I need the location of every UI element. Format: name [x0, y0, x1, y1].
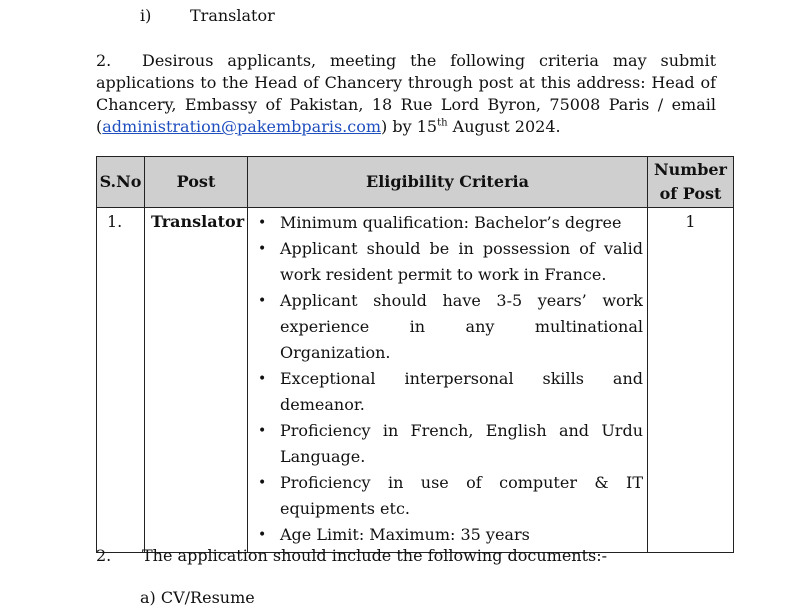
paragraph-number: 2.	[96, 51, 112, 70]
list-item-text: Translator	[190, 6, 275, 25]
header-number-of-post	[648, 157, 734, 208]
date-suffix: th	[437, 117, 448, 129]
cell-number-of-post: 1	[648, 208, 734, 553]
sub-item-cv: a) CV/Resume	[140, 588, 255, 607]
table-row	[97, 208, 734, 553]
header-sno: S.No	[97, 157, 145, 208]
header-number-line2: of Post	[659, 184, 722, 203]
criteria-text: Applicant should be in possession of valid work resident permit to work in France.	[280, 239, 643, 284]
criteria-item	[248, 418, 643, 470]
cell-criteria	[248, 208, 648, 553]
criteria-item	[248, 522, 643, 548]
application-paragraph	[96, 50, 716, 138]
email-link[interactable]: administration@pakembparis.com	[102, 117, 382, 136]
criteria-text: Applicant should have 3-5 years’ work experience in any multinational Organization.	[280, 291, 643, 362]
criteria-item	[248, 236, 643, 288]
criteria-list	[248, 210, 643, 548]
table-header-row	[97, 157, 734, 208]
documents-paragraph	[96, 546, 607, 565]
eligibility-table	[96, 156, 734, 553]
criteria-item	[248, 288, 643, 366]
criteria-text: Age Limit: Maximum: 35 years	[280, 525, 530, 544]
bullet-icon: •	[258, 475, 267, 491]
header-number-line1: Number	[654, 160, 727, 179]
bullet-icon: •	[258, 241, 267, 257]
deadline-end: August 2024.	[447, 117, 561, 136]
list-marker: i)	[140, 6, 152, 25]
deadline-text: ) by 15	[381, 117, 438, 136]
bullet-icon: •	[258, 215, 267, 231]
criteria-text: Exceptional interpersonal skills and demeanor.	[280, 369, 643, 414]
bullet-icon: •	[258, 527, 267, 543]
paragraph-text: Desirous applicants, meeting the following criteria may submit applications to the Head of Chancery through post at this address: Head of Chancery, Embassy of Pakistan, 18 Rue Lord Byron, 75008 Paris / email (	[96, 51, 716, 136]
criteria-text: Minimum qualification: Bachelor’s degree	[280, 213, 622, 232]
cell-sno: 1.	[97, 208, 145, 553]
paragraph-text: The application should include the following documents:-	[142, 546, 608, 565]
criteria-item	[248, 366, 643, 418]
bullet-icon: •	[258, 293, 267, 309]
header-post: Post	[145, 157, 248, 208]
criteria-text: Proficiency in French, English and Urdu Language.	[280, 421, 643, 466]
criteria-item	[248, 210, 643, 236]
bullet-icon: •	[258, 371, 267, 387]
list-item-translator	[140, 6, 275, 25]
header-criteria: Eligibility Criteria	[248, 157, 648, 208]
criteria-item	[248, 470, 643, 522]
criteria-text: Proficiency in use of computer & IT equipments etc.	[280, 473, 643, 518]
bullet-icon: •	[258, 423, 267, 439]
paragraph-number: 2.	[96, 546, 112, 565]
cell-post: Translator	[145, 208, 248, 553]
